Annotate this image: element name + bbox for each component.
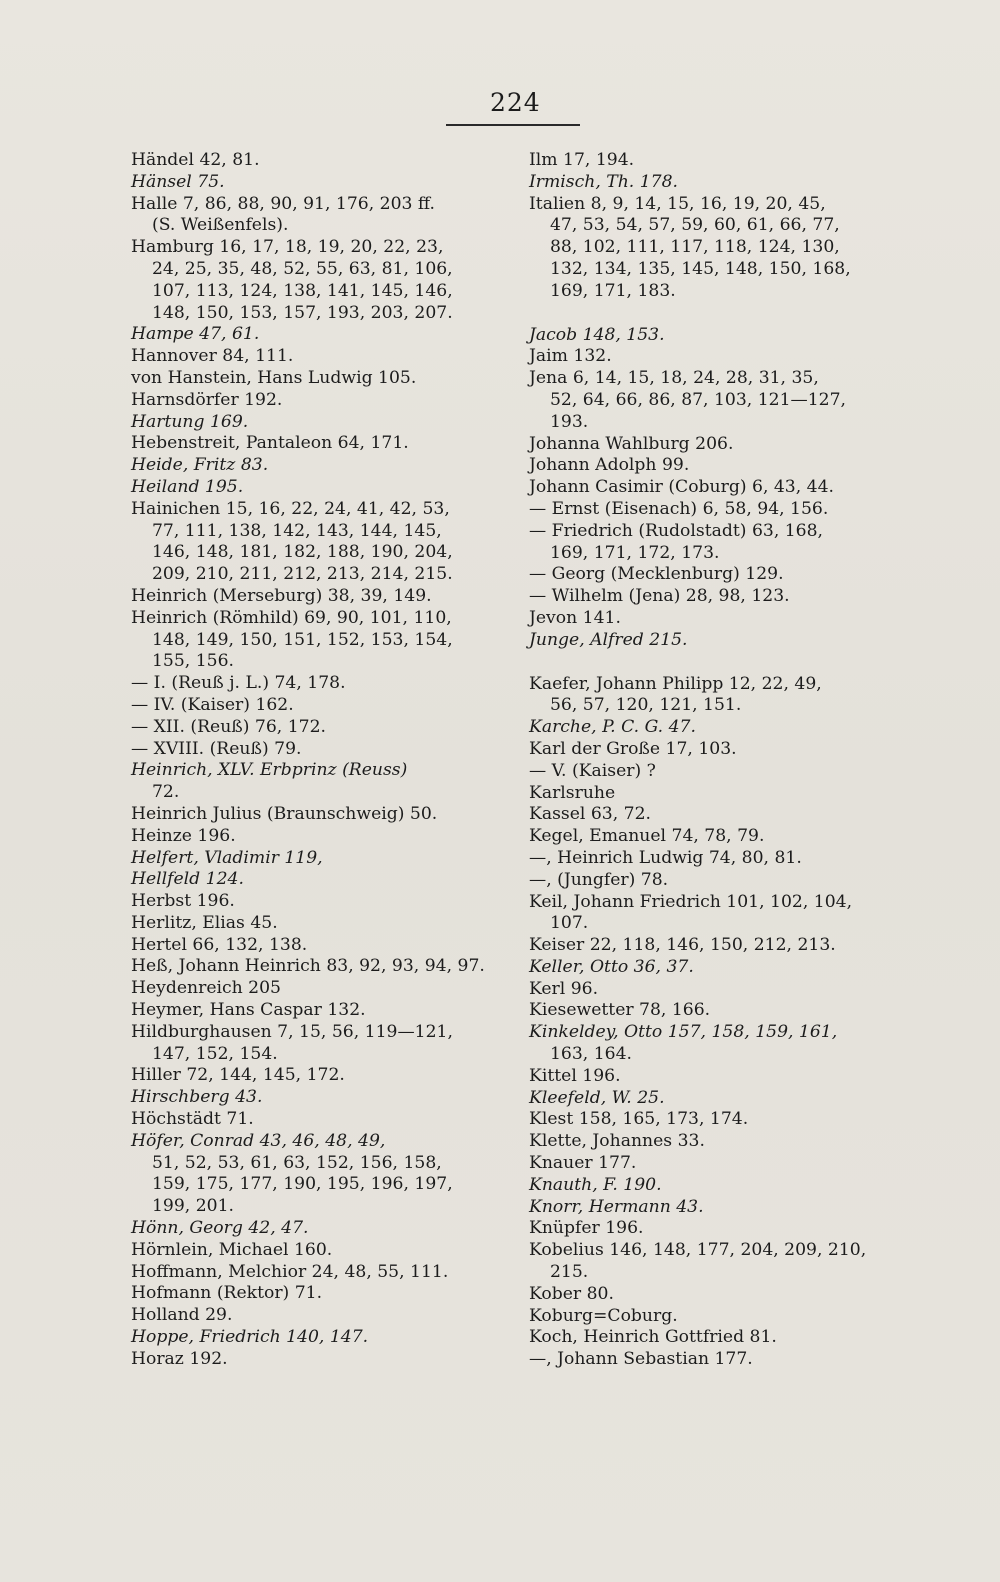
index-entry: Knorr, Hermann 43. bbox=[529, 1196, 704, 1217]
index-column-left bbox=[131, 150, 501, 1371]
index-entry: Johann Adolph 99. bbox=[529, 455, 690, 476]
index-entry: Höfer, Conrad 43, 46, 48, 49, bbox=[131, 1130, 386, 1151]
index-entry: —, Johann Sebastian 177. bbox=[529, 1349, 753, 1370]
index-entry: Herlitz, Elias 45. bbox=[131, 912, 278, 933]
index-entry: Keil, Johann Friedrich 101, 102, 104, bbox=[529, 891, 853, 912]
index-entry: Hoppe, Friedrich 140, 147. bbox=[131, 1327, 369, 1348]
index-entry-continuation: 209, 210, 211, 212, 213, 214, 215. bbox=[152, 564, 453, 585]
index-entry: Heydenreich 205 bbox=[131, 978, 281, 999]
index-entry: Kittel 196. bbox=[529, 1065, 621, 1086]
index-entry: von Hanstein, Hans Ludwig 105. bbox=[131, 367, 417, 388]
index-entry: Halle 7, 86, 88, 90, 91, 176, 203 ff. bbox=[131, 193, 435, 214]
index-entry: Heinrich, XLV. Erbprinz (Reuss) bbox=[131, 760, 408, 781]
index-entry: Hartung 169. bbox=[131, 411, 249, 432]
index-entry: Hänsel 75. bbox=[131, 171, 225, 192]
index-entry: Knüpfer 196. bbox=[529, 1218, 644, 1239]
index-entry: — XVIII. (Reuß) 79. bbox=[131, 738, 302, 759]
index-entry-continuation: 107, 113, 124, 138, 141, 145, 146, bbox=[152, 280, 453, 301]
index-entry: Hörnlein, Michael 160. bbox=[131, 1239, 333, 1260]
index-entry: —, Heinrich Ludwig 74, 80, 81. bbox=[529, 847, 802, 868]
index-entry: Ilm 17, 194. bbox=[529, 150, 635, 170]
index-entry: Heinrich (Römhild) 69, 90, 101, 110, bbox=[131, 607, 452, 628]
index-entry: Helfert, Vladimir 119, bbox=[131, 847, 323, 868]
index-entry: Hannover 84, 111. bbox=[131, 346, 294, 367]
index-entry-continuation: 88, 102, 111, 117, 118, 124, 130, bbox=[550, 237, 840, 258]
index-entry: Keller, Otto 36, 37. bbox=[529, 956, 694, 977]
index-entry: Kobelius 146, 148, 177, 204, 209, 210, bbox=[529, 1240, 867, 1261]
index-entry: Heinze 196. bbox=[131, 825, 236, 846]
index-entry: Heß, Johann Heinrich 83, 92, 93, 94, 97. bbox=[131, 956, 485, 977]
index-entry-continuation: 148, 150, 153, 157, 193, 203, 207. bbox=[152, 302, 453, 323]
index-entry: Kassel 63, 72. bbox=[529, 804, 651, 825]
index-entry: Klette, Johannes 33. bbox=[529, 1131, 705, 1152]
index-entry-continuation: 148, 149, 150, 151, 152, 153, 154, bbox=[152, 629, 453, 650]
index-entry: Hoffmann, Melchior 24, 48, 55, 111. bbox=[131, 1261, 449, 1282]
index-entry: Italien 8, 9, 14, 15, 16, 19, 20, 45, bbox=[529, 193, 826, 214]
index-entry: Karlsruhe bbox=[529, 782, 616, 803]
index-entry: Jena 6, 14, 15, 18, 24, 28, 31, 35, bbox=[529, 368, 819, 389]
index-entry: Holland 29. bbox=[131, 1305, 233, 1326]
index-entry-continuation: 215. bbox=[550, 1262, 589, 1283]
page-number: 224 bbox=[490, 88, 541, 117]
index-entry: Heinrich Julius (Braunschweig) 50. bbox=[131, 803, 438, 824]
index-entry: Hainichen 15, 16, 22, 24, 41, 42, 53, bbox=[131, 498, 450, 519]
index-entry: Kegel, Emanuel 74, 78, 79. bbox=[529, 826, 765, 847]
index-entry-continuation: 193. bbox=[550, 411, 589, 432]
index-entry: Harnsdörfer 192. bbox=[131, 389, 283, 410]
index-entry: Junge, Alfred 215. bbox=[529, 629, 688, 650]
page-number-rule bbox=[446, 124, 580, 126]
index-entry: — Friedrich (Rudolstadt) 63, 168, bbox=[529, 520, 824, 541]
index-entry: Herbst 196. bbox=[131, 891, 235, 912]
index-entry: Hertel 66, 132, 138. bbox=[131, 934, 308, 955]
index-entry: Heide, Fritz 83. bbox=[131, 455, 269, 476]
index-entry: Händel 42, 81. bbox=[131, 150, 260, 170]
index-entry-continuation: 56, 57, 120, 121, 151. bbox=[550, 695, 742, 716]
index-entry: Koch, Heinrich Gottfried 81. bbox=[529, 1327, 777, 1348]
index-entry-continuation: 146, 148, 181, 182, 188, 190, 204, bbox=[152, 542, 453, 563]
index-entry-continuation: 72. bbox=[152, 782, 180, 803]
index-entry: Kerl 96. bbox=[529, 978, 599, 999]
index-entry: Jevon 141. bbox=[529, 607, 621, 628]
index-entry: Hönn, Georg 42, 47. bbox=[131, 1218, 309, 1239]
index-entry: —, (Jungfer) 78. bbox=[529, 869, 669, 890]
index-entry: — Wilhelm (Jena) 28, 98, 123. bbox=[529, 586, 790, 607]
index-entry: Heinrich (Merseburg) 38, 39, 149. bbox=[131, 585, 432, 606]
index-entry-continuation: 107. bbox=[550, 913, 589, 934]
index-entry-continuation: 163, 164. bbox=[550, 1044, 633, 1065]
index-entry: Karche, P. C. G. 47. bbox=[529, 717, 696, 738]
index-entry: Kinkeldey, Otto 157, 158, 159, 161, bbox=[529, 1022, 838, 1043]
index-entry: — V. (Kaiser) ? bbox=[529, 760, 656, 781]
index-entry: Keiser 22, 118, 146, 150, 212, 213. bbox=[529, 935, 836, 956]
index-entry-continuation: 52, 64, 66, 86, 87, 103, 121—127, bbox=[550, 389, 846, 410]
index-entry-continuation: 159, 175, 177, 190, 195, 196, 197, bbox=[152, 1174, 453, 1195]
index-entry: Kober 80. bbox=[529, 1283, 614, 1304]
index-entry-continuation: 147, 152, 154. bbox=[152, 1043, 278, 1064]
index-entry: Koburg=Coburg. bbox=[529, 1305, 678, 1326]
index-entry: Hirschberg 43. bbox=[131, 1087, 263, 1108]
index-entry: — Georg (Mecklenburg) 129. bbox=[529, 564, 784, 585]
section-gap bbox=[529, 652, 904, 674]
section-gap bbox=[529, 303, 904, 325]
index-entry: Karl der Große 17, 103. bbox=[529, 738, 737, 759]
index-entry: Kaefer, Johann Philipp 12, 22, 49, bbox=[529, 673, 822, 694]
index-entry: Höchstädt 71. bbox=[131, 1109, 254, 1130]
index-entry: Hofmann (Rektor) 71. bbox=[131, 1283, 323, 1304]
index-entry: — IV. (Kaiser) 162. bbox=[131, 694, 294, 715]
index-entry-continuation: 169, 171, 172, 173. bbox=[550, 542, 720, 563]
index-entry: — Ernst (Eisenach) 6, 58, 94, 156. bbox=[529, 498, 829, 519]
index-entry: Kleefeld, W. 25. bbox=[529, 1087, 665, 1108]
index-entry: Knauer 177. bbox=[529, 1153, 637, 1174]
index-entry-continuation: 169, 171, 183. bbox=[550, 280, 676, 301]
index-entry: Horaz 192. bbox=[131, 1348, 228, 1369]
index-entry: Jaim 132. bbox=[529, 346, 612, 367]
index-entry-continuation: 132, 134, 135, 145, 148, 150, 168, bbox=[550, 258, 851, 279]
index-entry: Heiland 195. bbox=[131, 476, 244, 497]
index-entry: Irmisch, Th. 178. bbox=[529, 171, 678, 192]
index-entry-continuation: 77, 111, 138, 142, 143, 144, 145, bbox=[152, 520, 442, 541]
index-entry-continuation: 199, 201. bbox=[152, 1196, 235, 1217]
index-entry: Hamburg 16, 17, 18, 19, 20, 22, 23, bbox=[131, 237, 444, 258]
index-entry: Hiller 72, 144, 145, 172. bbox=[131, 1065, 345, 1086]
index-entry: Johanna Wahlburg 206. bbox=[529, 433, 734, 454]
index-entry: Johann Casimir (Coburg) 6, 43, 44. bbox=[529, 477, 835, 498]
index-entry-continuation: (S. Weißenfels). bbox=[152, 215, 289, 236]
index-entry: Knauth, F. 190. bbox=[529, 1174, 662, 1195]
index-entry: Hampe 47, 61. bbox=[131, 324, 260, 345]
index-entry: Hellfeld 124. bbox=[131, 869, 244, 890]
index-entry: Hildburghausen 7, 15, 56, 119—121, bbox=[131, 1021, 453, 1042]
index-entry: — XII. (Reuß) 76, 172. bbox=[131, 716, 326, 737]
index-entry-continuation: 155, 156. bbox=[152, 651, 235, 672]
index-entry: Heymer, Hans Caspar 132. bbox=[131, 1000, 366, 1021]
index-entry: — I. (Reuß j. L.) 74, 178. bbox=[131, 673, 346, 694]
index-entry-continuation: 51, 52, 53, 61, 63, 152, 156, 158, bbox=[152, 1152, 442, 1173]
index-entry: Klest 158, 165, 173, 174. bbox=[529, 1109, 749, 1130]
index-column-right bbox=[529, 150, 904, 1371]
index-entry-continuation: 24, 25, 35, 48, 52, 55, 63, 81, 106, bbox=[152, 258, 453, 279]
index-entry: Jacob 148, 153. bbox=[529, 324, 665, 345]
index-entry: Kiesewetter 78, 166. bbox=[529, 1000, 711, 1021]
index-entry-continuation: 47, 53, 54, 57, 59, 60, 61, 66, 77, bbox=[550, 215, 840, 236]
index-entry: Hebenstreit, Pantaleon 64, 171. bbox=[131, 433, 409, 454]
